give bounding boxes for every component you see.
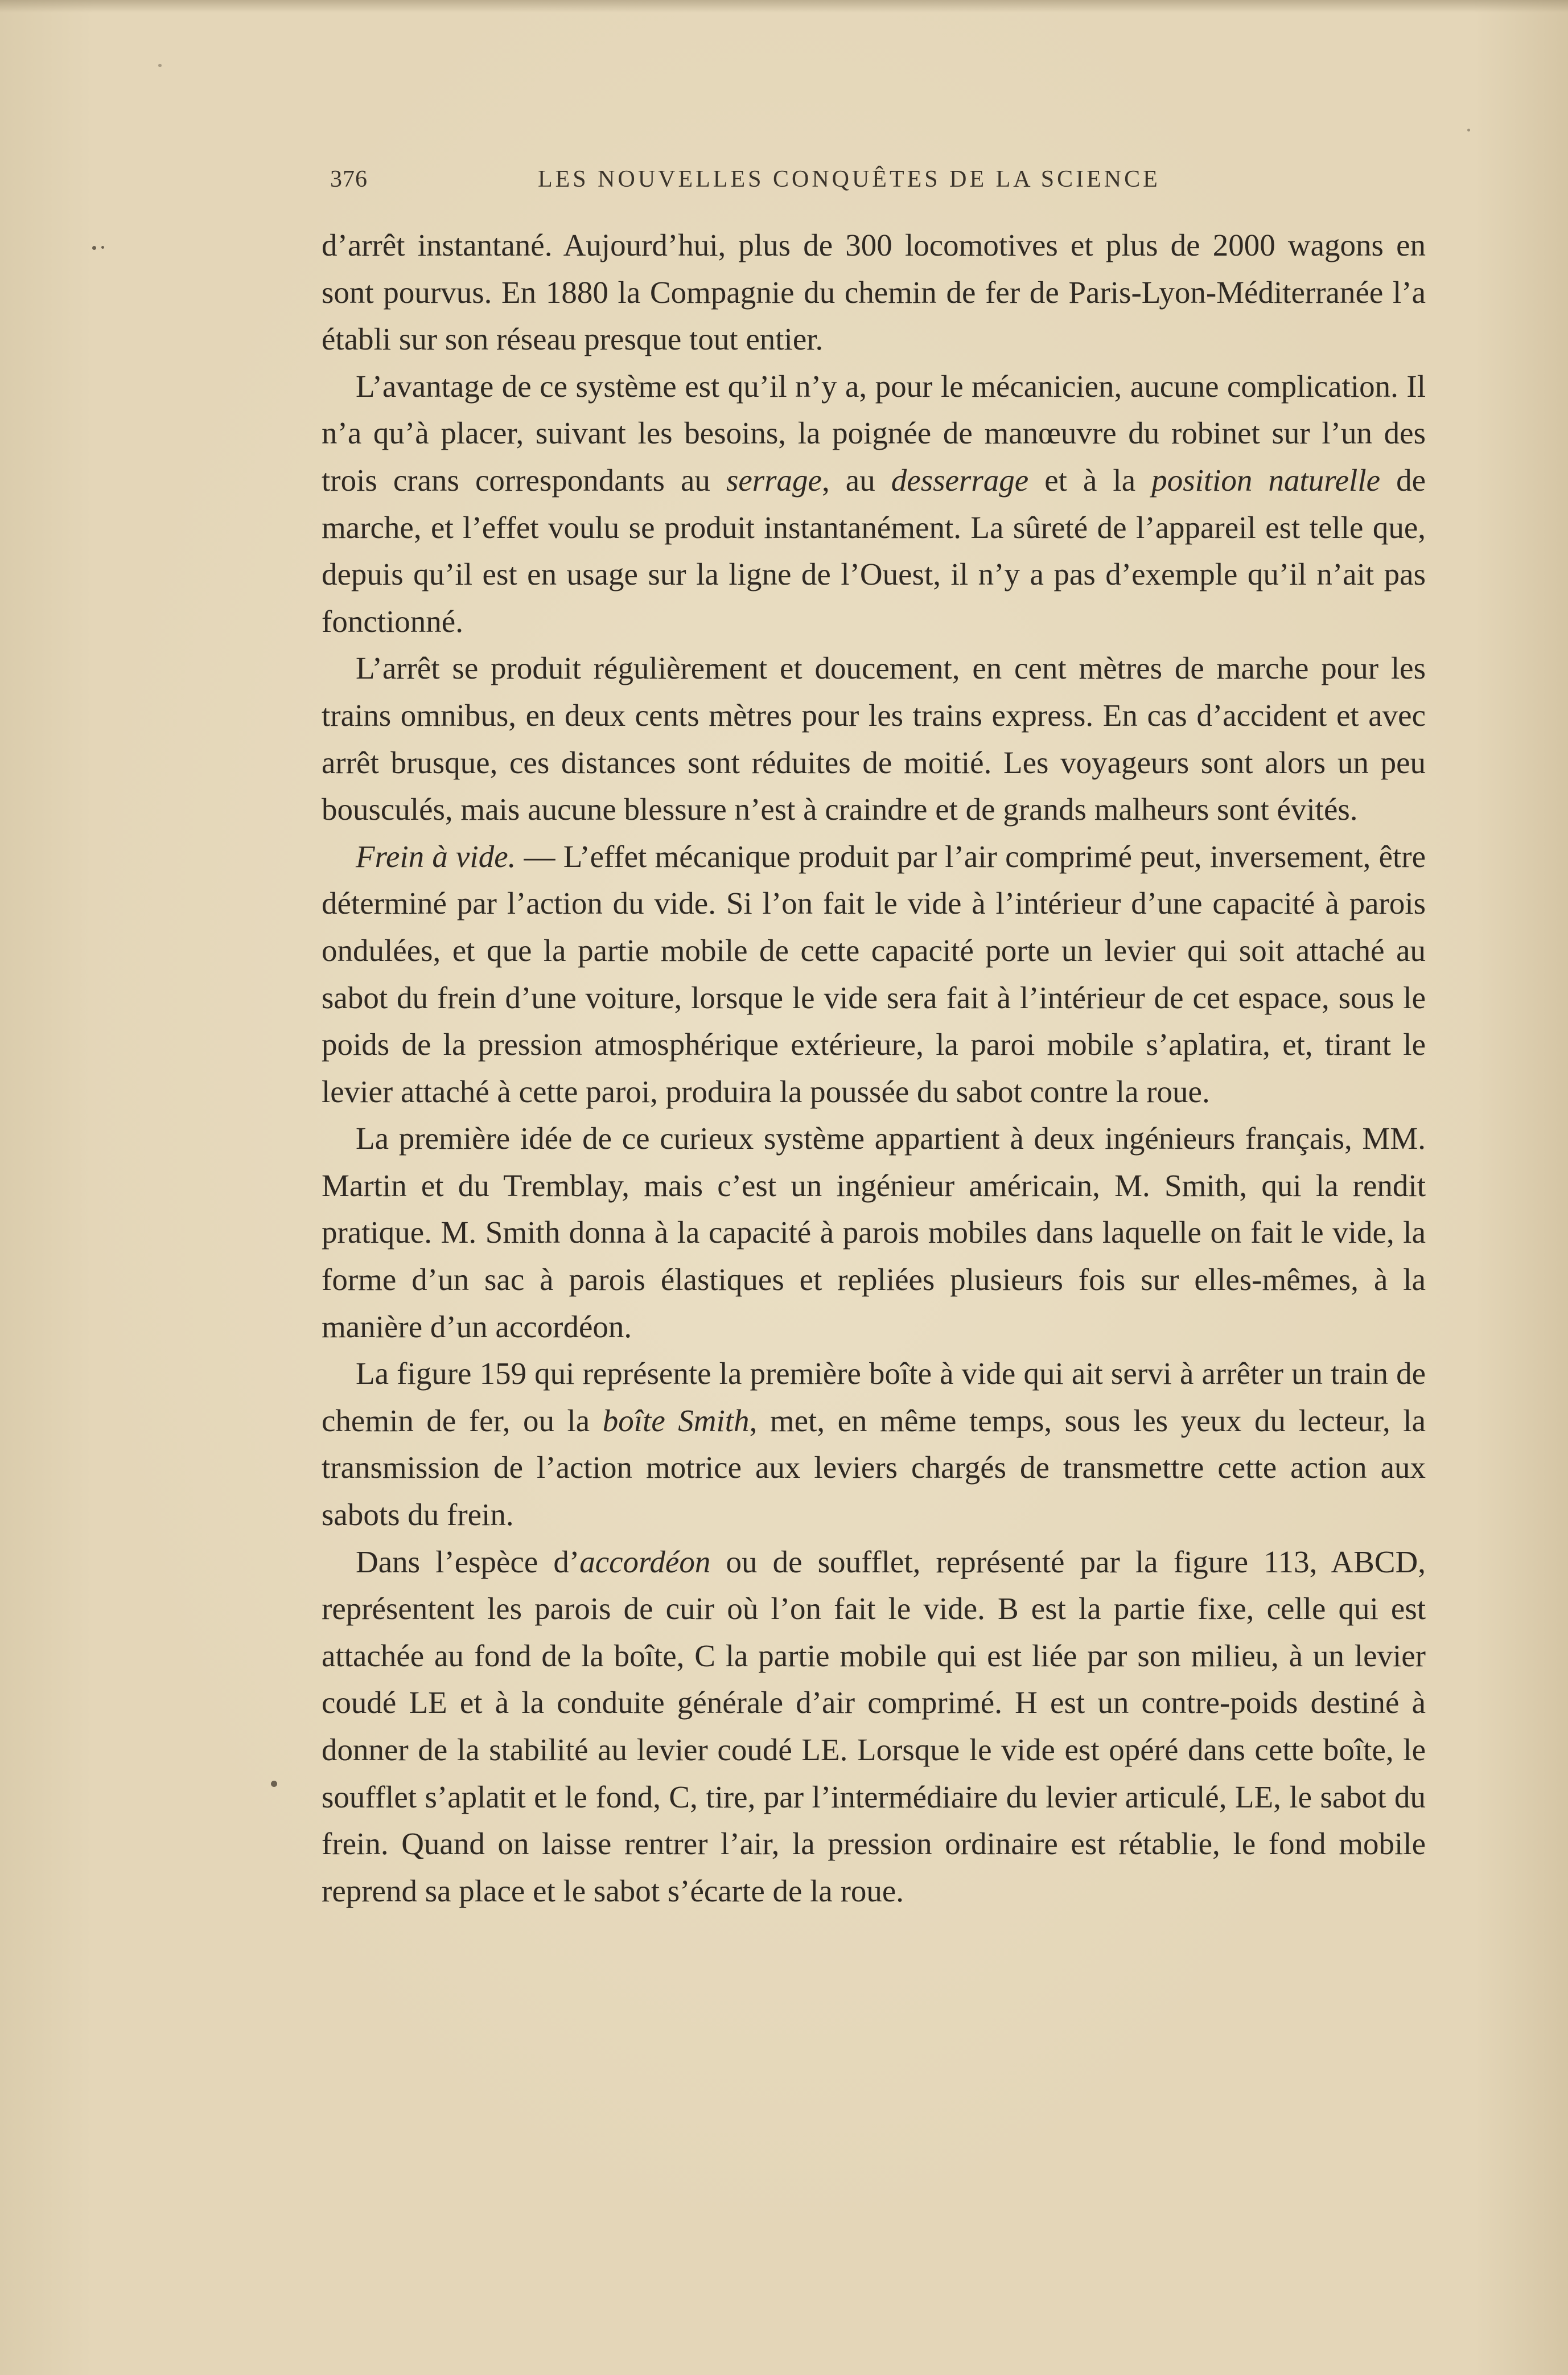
text-run: La figure 159 qui représente la première boîte à vide qui ait servi à arrêter un train de chemin de fer, ou la (322, 1356, 1426, 1438)
paper-speck (1467, 129, 1470, 132)
page-top-edge (0, 0, 1568, 13)
italic-term-serrage: serrage (726, 462, 822, 498)
page-header (330, 162, 1224, 196)
italic-term-boite-smith: boîte Smith (602, 1403, 750, 1438)
text-run: — L’effet mécanique produit par l’air comprimé peut, inversement, être déterminé par l’action du vide. Si l’on fait le vide à l’intérieur d’une capacité à parois ondulées, et que la partie mobile de cette capacité porte un levier qui soit attaché au sabot du frein d’une voiture, lorsque le vide sera fait à l’intérieur de cet espace, sous le poids de la pression atmosphérique extérieure, la paroi mobile s’aplatira, et, tirant le levier attaché à cette paroi, produira la poussée du sabot contre la roue. (322, 839, 1426, 1109)
text-run: de marche, et l’effet voulu se produit instantanément. La sûreté de l’appareil est telle que, depuis qu’il est en usage sur la ligne de l’Ouest, il n’y a pas d’exemple qu’il n’ait pas fonctionné. (322, 462, 1426, 639)
text-run: , met, en même temps, sous les yeux du lecteur, la transmission de l’action motrice aux leviers chargés de transmettre cette action aux sabots du frein. (322, 1403, 1426, 1532)
paper-speck (271, 1781, 277, 1787)
page-number: 376 (330, 166, 368, 192)
italic-term-position-naturelle: position naturelle (1151, 462, 1381, 498)
paper-speck (101, 246, 104, 249)
paragraph-4 (322, 833, 1426, 1116)
paragraph-3: L’arrêt se produit régulièrement et doucement, en cent mètres de marche pour les trains omnibus, en deux cents mètres pour les trains express. En cas d’accident et avec arrêt brusque, ces distances sont réduites de moitié. Les voyageurs sont alors un peu bousculés, mais aucune blessure n’est à craindre et de grands malheurs sont évités. (322, 651, 1426, 827)
paper-speck (158, 64, 162, 67)
text-run: et à la (1028, 462, 1152, 498)
body-text (322, 222, 1426, 1914)
text-run: Dans l’espèce d’ (356, 1544, 580, 1579)
text-run: ou de soufflet, représenté par la figure 113, ABCD, représentent les parois de cuir où l’on fait le vide. B est la partie fixe, celle qui est attachée au fond de la boîte, C la partie mobile qui est liée par son milieu, à un levier coudé LE et à la conduite générale d’air comprimé. H est un contre-poids destiné à donner de la stabilité au levier coudé LE. Lorsque le vide est opéré dans cette boîte, le soufflet s’aplatit et le fond, C, tire, par l’intermédiaire du levier articulé, LE, le sabot du frein. Quand on laisse rentrer l’air, la pression ordinaire est rétablie, le fond mobile reprend sa place et le sabot s’écarte de la roue. (322, 1544, 1426, 1908)
paragraph-6 (322, 1350, 1426, 1538)
italic-term-desserrage: desserrage (891, 462, 1029, 498)
italic-term-accordeon: accordéon (579, 1544, 711, 1579)
text-run: , au (821, 462, 891, 498)
paragraph-5: La première idée de ce curieux système appartient à deux ingénieurs français, MM. Martin et du Tremblay, mais c’est un ingénieur américain, M. Smith, qui la rendit pratique. M. Smith donna à la capacité à parois mobiles dans laquelle on fait le vide, la forme d’un sac à parois élastiques et repliées plusieurs fois sur elles-mêmes, à la manière d’un accordéon. (322, 1121, 1426, 1344)
running-title: LES NOUVELLES CONQUÊTES DE LA SCIENCE (538, 166, 1160, 192)
paragraph-7 (322, 1539, 1426, 1915)
text-run: L’avantage de ce système est qu’il n’y a, pour le mécanicien, aucune complication. Il n’a qu’à placer, suivant les besoins, la poignée de manœuvre du robinet sur l’un des trois crans correspondants au (322, 368, 1426, 498)
paragraph-2 (322, 363, 1426, 646)
section-title-frein-a-vide: Frein à vide. (356, 839, 516, 874)
paper-speck (92, 246, 96, 250)
paragraph-1: d’arrêt instantané. Aujourd’hui, plus de 300 locomotives et plus de 2000 wagons en sont pourvus. En 1880 la Compagnie du chemin de fer de Paris-Lyon-Méditerranée l’a établi sur son réseau presque tout entier. (322, 228, 1426, 357)
